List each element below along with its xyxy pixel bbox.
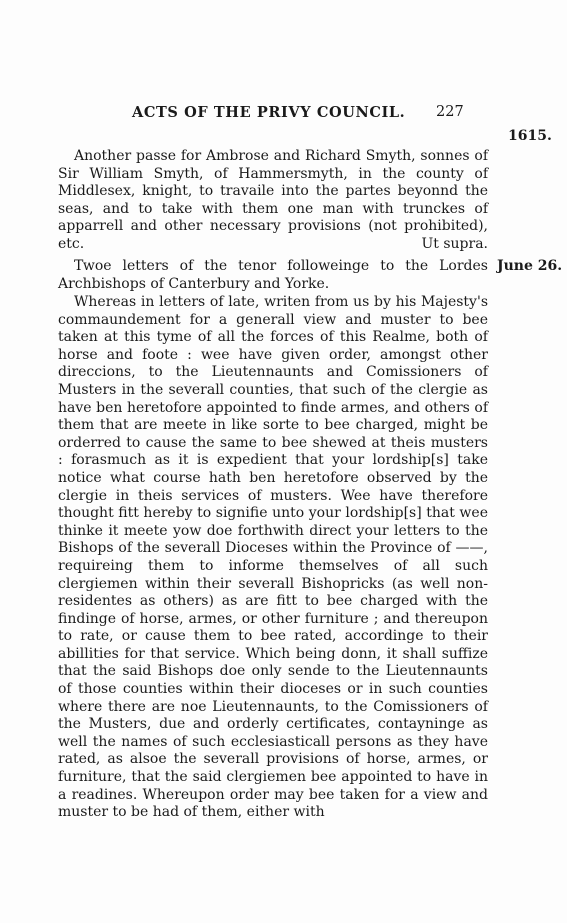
paragraph-passe-body: Another passe for Ambrose and Richard Smyth, sonnes of Sir William Smyth, of Hammersmyth, in the county of Middlesex, knight, to travaile into the partes beyonnd the seas, and to take with them one man with trunckes of apparrell and other necessary provisions (not prohibited), etc. bbox=[58, 148, 488, 252]
margin-year: 1615. bbox=[508, 128, 552, 144]
paragraph-passe bbox=[58, 148, 488, 254]
margin-date: June 26. bbox=[497, 258, 563, 274]
paragraph-letters-heading-text: Twoe letters of the tenor followeinge to the Lordes Archbishops of Canterbury and Yorke. bbox=[58, 258, 488, 292]
page-number: 227 bbox=[436, 104, 464, 120]
paragraph-letter-body-text: Whereas in letters of late, writen from us by his Majesty's commaundement for a generall view and muster to bee taken at this tyme of all the forces of this Realme, both of horse and foote : wee have given order, amongst other direccions, to the Lieutennaunts and Comissioners of Musters in the severall counties, that such of the clergie as have ben heretofore appointed to finde armes, and others of them that are meete in like sorte to bee charged, might be orderred to cause the same to bee shewed at theis musters : forasmuch as it is expedient that your lordship[s] take notice what course hath ben heretofore observed by the clergie in theis services of musters. Wee have therefore thought fitt hereby to signifie unto your lordship[s] that wee thinke it meete yow doe forthwith direct your letters to the Bishops of the severall Dioceses within the Province of ——, requireing them to informe themselves of all such clergiemen within their severall Bishopricks (as well non-residentes as others) as are fitt to bee charged with the findinge of horse, armes, or other furniture ; and thereupon to rate, or cause them to bee rated, accordinge to their abillities for that service. Which being donn, it shall suffize that the said Bishops doe only sende to the Lieutennaunts of those counties within their dioceses or in such counties where there are noe Lieutennaunts, to the Comissioners of the Musters, due and orderly certificates, contayninge as well the names of such ecclesiasticall persons as they have rated, as alsoe the severall provisions of horse, armes, or furniture, that the said clergiemen bee appointed to have in a readines. Whereupon order may bee taken for a view and muster to be had of them, either with bbox=[58, 294, 488, 821]
paragraph-letters-heading bbox=[58, 258, 488, 293]
ut-supra-label: Ut supra. bbox=[421, 235, 488, 252]
paragraph-letter-body bbox=[58, 294, 488, 822]
paragraph-passe-text bbox=[58, 148, 488, 254]
running-head-title: ACTS OF THE PRIVY COUNCIL. bbox=[132, 104, 406, 121]
